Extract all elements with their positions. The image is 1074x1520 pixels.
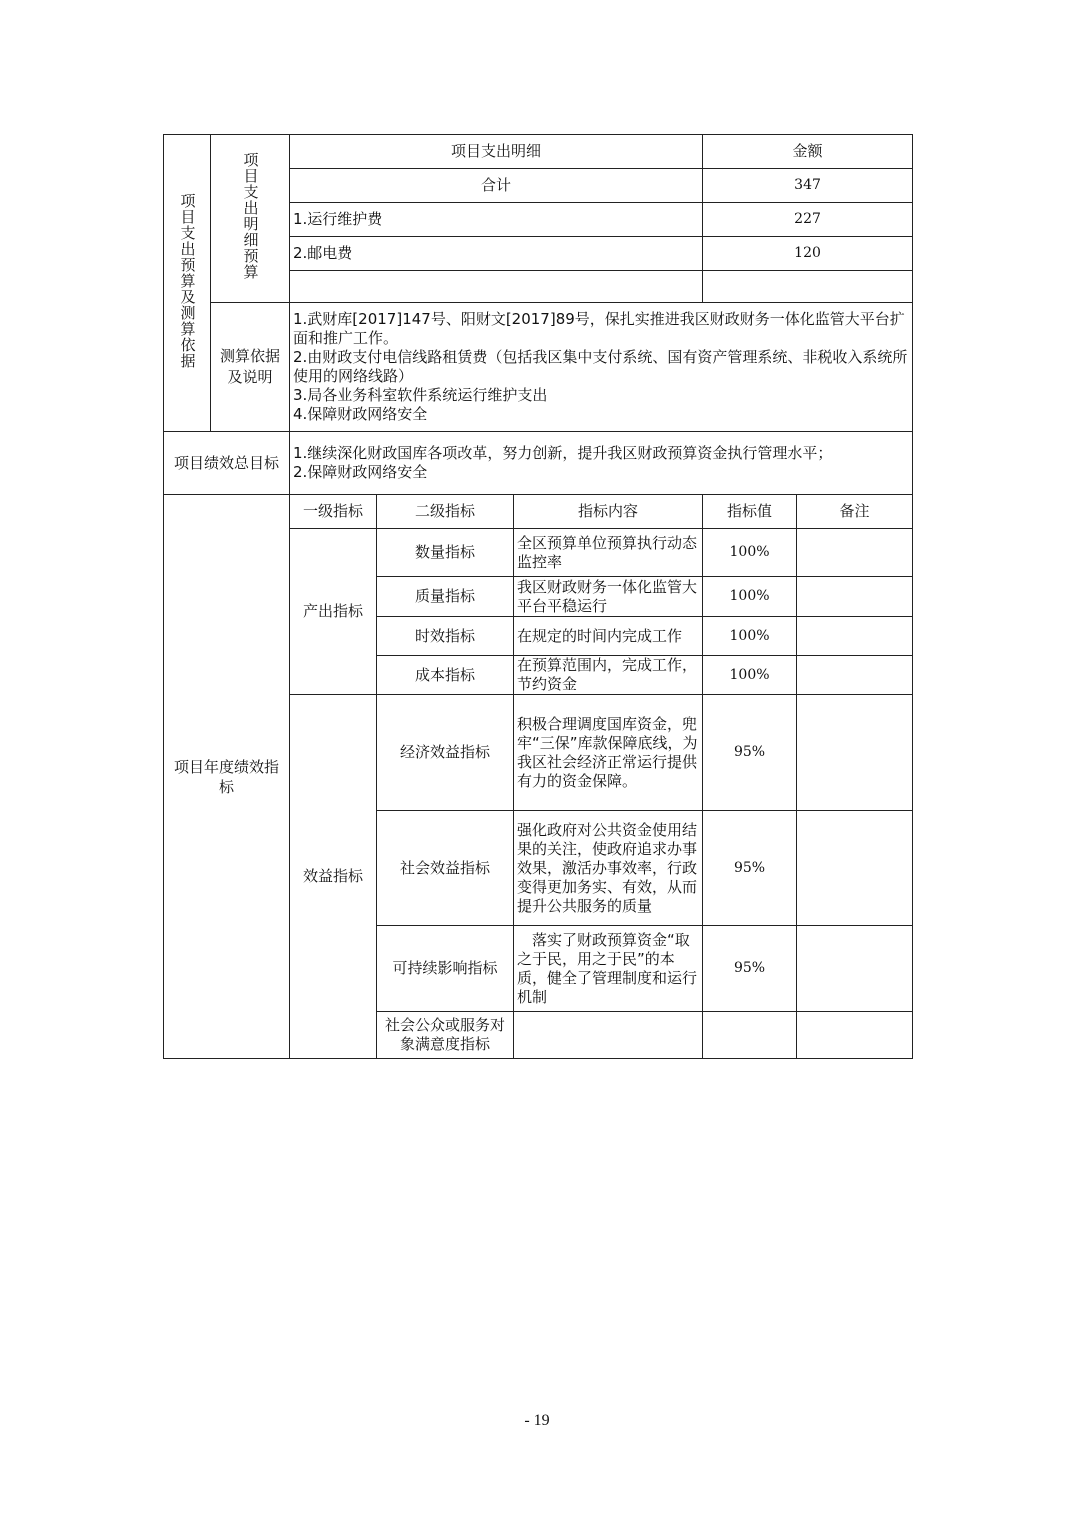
indicator-value: 100% [703,617,797,656]
budget-item: 1.运行维护费 [290,203,703,237]
total-label: 合计 [290,169,703,203]
benefit-indicator-label: 效益指标 [290,695,377,1059]
header-detail: 项目支出明细 [290,135,703,169]
budget-item [290,271,703,303]
indicator-remark [797,529,913,577]
indicator-content: 我区财政财务一体化监管大平台平稳运行 [514,577,703,617]
indicator-value: 95% [703,926,797,1012]
indicator-content: 落实了财政预算资金“取之于民，用之于民”的本质，健全了管理制度和运行机制 [514,926,703,1012]
budget-item: 2.邮电费 [290,237,703,271]
indicator-remark [797,577,913,617]
level2-indicator: 社会效益指标 [377,811,514,926]
output-indicator-label: 产出指标 [290,529,377,695]
basis-label: 测算依据及说明 [211,303,290,432]
total-amount: 347 [703,169,913,203]
budget-outer-label: 项目支出预算及测算依据 [164,135,211,432]
indicator-content: 强化政府对公共资金使用结果的关注，使政府追求办事效果，激活办事效率，行政变得更加务实、有效，从而提升公共服务的质量 [514,811,703,926]
indicator-content: 全区预算单位预算执行动态监控率 [514,529,703,577]
indicator-value: 100% [703,656,797,695]
indicator-value: 100% [703,577,797,617]
level2-indicator: 时效指标 [377,617,514,656]
indicator-value: 95% [703,811,797,926]
indicators-label: 项目年度绩效指标 [164,495,290,1059]
indicator-content: 积极合理调度国库资金，兜牢“三保”库款保障底线，为我区社会经济正常运行提供有力的资金保障。 [514,695,703,811]
indicator-remark [797,695,913,811]
indicator-content [514,1012,703,1059]
header-level1: 一级指标 [290,495,377,529]
budget-amount: 120 [703,237,913,271]
page-number: - 19 [524,1412,550,1429]
level2-indicator: 数量指标 [377,529,514,577]
header-content: 指标内容 [514,495,703,529]
level2-indicator: 成本指标 [377,656,514,695]
indicator-value [703,1012,797,1059]
performance-table [163,134,913,1059]
level2-indicator: 可持续影响指标 [377,926,514,1012]
header-value: 指标值 [703,495,797,529]
indicator-remark [797,811,913,926]
header-remark: 备注 [797,495,913,529]
level2-indicator: 质量指标 [377,577,514,617]
level2-indicator: 社会公众或服务对象满意度指标 [377,1012,514,1059]
indicator-remark [797,656,913,695]
indicator-remark [797,926,913,1012]
budget-amount [703,271,913,303]
indicator-value: 100% [703,529,797,577]
indicator-content: 在规定的时间内完成工作 [514,617,703,656]
goal-text: 1.继续深化财政国库各项改革，努力创新，提升我区财政预算资金执行管理水平； 2.保障财政网络安全 [290,432,913,495]
budget-amount: 227 [703,203,913,237]
level2-indicator: 经济效益指标 [377,695,514,811]
indicator-content: 在预算范围内，完成工作，节约资金 [514,656,703,695]
header-level2: 二级指标 [377,495,514,529]
indicator-value: 95% [703,695,797,811]
detail-budget-label: 项目支出明细预算 [211,135,290,303]
indicator-remark [797,1012,913,1059]
indicator-remark [797,617,913,656]
header-amount: 金额 [703,135,913,169]
goal-label: 项目绩效总目标 [164,432,290,495]
basis-text: 1.武财库[2017]147号、阳财文[2017]89号，保扎实推进我区财政财务一体化监管大平台扩面和推广工作。 2.由财政支付电信线路租赁费（包括我区集中支付系统、国有资产管理系统、非税收入系统所使用的网络线路） 3.局各业务科室软件系统运行维护支出 4.保障财政网络安全 [290,303,913,432]
